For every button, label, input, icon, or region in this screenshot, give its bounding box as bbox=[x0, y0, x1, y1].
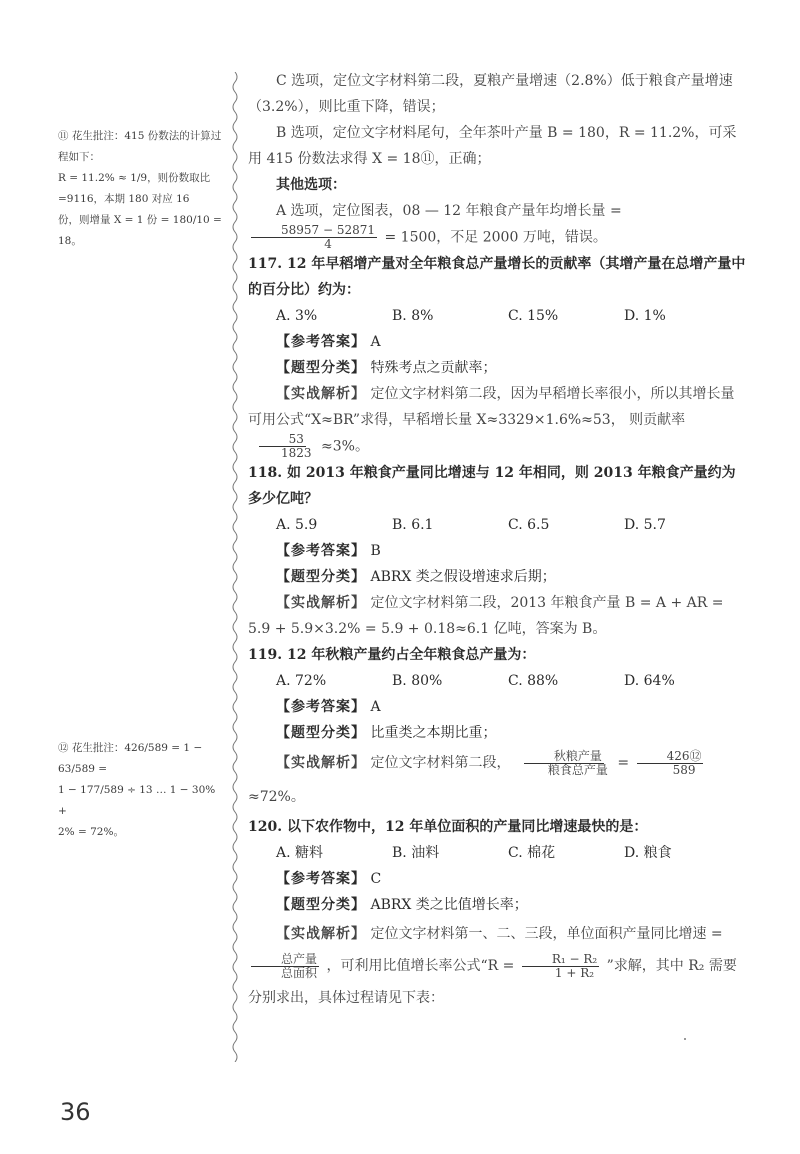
question-119-options bbox=[248, 668, 748, 694]
q117-type bbox=[248, 355, 748, 381]
q120-option-d: D. 粮食 bbox=[624, 845, 672, 861]
wavy-divider bbox=[231, 72, 239, 1062]
avg-growth-numerator: 58957 − 52871 bbox=[251, 224, 377, 238]
q120-answer-value: C bbox=[370, 871, 382, 887]
intro-a-option-pre: A 选项，定位图表，08 — 12 年粮食产量年均增长量 = bbox=[276, 203, 622, 219]
intro-b-option: B 选项，定位文字材料尾句，全年茶叶产量 B = 180，R = 11.2%，可采用 415 份数法求得 X = 18⑪，正确； bbox=[248, 125, 737, 167]
question-118-options bbox=[248, 512, 748, 538]
q120-answer bbox=[248, 866, 748, 892]
q119-analysis-pre: 定位文字材料第二段， bbox=[370, 755, 511, 771]
q117-analysis bbox=[248, 381, 748, 460]
margin-note-72 bbox=[58, 738, 226, 843]
q117-answer bbox=[248, 329, 748, 355]
contribution-numerator: 53 bbox=[259, 433, 306, 447]
q120-analysis-mid: ，可利用比值增长率公式“R = bbox=[326, 958, 515, 974]
q118-analysis bbox=[248, 590, 748, 642]
q119-option-b: B. 80% bbox=[392, 673, 443, 689]
q118-option-d: D. 5.7 bbox=[624, 517, 666, 533]
q118-option-a: A. 5.9 bbox=[276, 517, 318, 533]
ratio-growth-fraction bbox=[522, 953, 599, 980]
autumn-value-denominator: 589 bbox=[672, 762, 696, 777]
contribution-denominator: 1823 bbox=[281, 446, 312, 460]
q118-type-value: ABRX 类之假设增速求后期； bbox=[370, 569, 556, 585]
q119-type-value: 比重类之本期比重； bbox=[370, 725, 497, 741]
question-120-stem: 以下农作物中，12 年单位面积的产量同比增速最快的是： bbox=[286, 819, 648, 835]
q117-answer-value: A bbox=[370, 334, 381, 350]
q117-option-a: A. 3% bbox=[276, 308, 318, 324]
margin-note-415-line2: 份，则增量 X = 1 份 = 180/10 = 18。 bbox=[58, 214, 222, 247]
margin-notes bbox=[58, 126, 226, 838]
q119-option-c: C. 88% bbox=[508, 673, 559, 689]
autumn-value-fraction bbox=[637, 750, 704, 777]
q117-option-d: D. 1% bbox=[624, 308, 666, 324]
q119-answer-value: A bbox=[370, 699, 381, 715]
q118-option-b: B. 6.1 bbox=[392, 517, 434, 533]
speck bbox=[684, 1038, 686, 1040]
margin-note-415-title: ⑪ 花生批注：415 份数法的计算过程如下： bbox=[58, 130, 222, 163]
q117-option-b: B. 8% bbox=[392, 308, 434, 324]
autumn-share-denominator: 粮食总产量 bbox=[547, 762, 608, 777]
q120-type-tag: 【题型分类】 bbox=[276, 897, 366, 913]
question-117-options bbox=[248, 303, 748, 329]
q118-analysis-tag: 【实战解析】 bbox=[276, 595, 366, 611]
margin-note-415 bbox=[58, 126, 226, 252]
intro-a-option-post: = 1500，不足 2000 万吨，错误。 bbox=[384, 229, 607, 246]
q117-analysis-end-post: ≈3%。 bbox=[321, 438, 369, 455]
page-number: 36 bbox=[60, 1098, 91, 1126]
q118-analysis-text: 定位文字材料第二段，2013 年粮食产量 B = A + AR = 5.9 + 5.9×3.2% = 5.9 + 0.18≈6.1 亿吨，答案为 B。 bbox=[248, 595, 724, 637]
question-120 bbox=[248, 814, 748, 840]
q117-analysis-end-pre: 则贡献率 bbox=[629, 412, 686, 428]
q119-eq: = bbox=[617, 755, 630, 771]
other-options-title: 其他选项： bbox=[276, 177, 346, 193]
q119-analysis-tag: 【实战解析】 bbox=[276, 755, 366, 771]
q118-type-tag: 【题型分类】 bbox=[276, 569, 366, 585]
main-column bbox=[248, 68, 748, 1014]
q120-option-c: C. 棉花 bbox=[508, 845, 556, 861]
q119-answer bbox=[248, 694, 748, 720]
margin-note-415-line1: R = 11.2% ≈ 1/9，则份数取比=9116，本期 180 对应 16 bbox=[58, 172, 211, 205]
q120-analysis-tag: 【实战解析】 bbox=[276, 926, 366, 942]
avg-growth-denominator: 4 bbox=[324, 237, 332, 251]
margin-note-72-line1: 1 − 177/589 ÷ 13 … 1 − 30% + bbox=[58, 784, 216, 817]
q119-type bbox=[248, 720, 748, 746]
q120-analysis bbox=[248, 918, 748, 1014]
question-117-stem: 12 年早稻增产量对全年粮食总产量增长的贡献率（其增产量在总增产量中的百分比）约为： bbox=[248, 256, 746, 298]
q117-option-c: C. 15% bbox=[508, 308, 559, 324]
q120-type-value: ABRX 类之比值增长率； bbox=[370, 897, 528, 913]
q118-option-c: C. 6.5 bbox=[508, 517, 550, 533]
q120-answer-tag: 【参考答案】 bbox=[276, 871, 366, 887]
question-120-number: 120. bbox=[248, 819, 283, 835]
question-118 bbox=[248, 460, 748, 512]
q118-type bbox=[248, 564, 748, 590]
intro-c-option: C 选项，定位文字材料第二段，夏粮产量增速（2.8%）低于粮食产量增速（3.2%），则比重下降，错误； bbox=[248, 73, 733, 115]
per-area-numerator: 总产量 bbox=[251, 953, 319, 967]
q120-option-b: B. 油料 bbox=[392, 845, 440, 861]
q118-answer-tag: 【参考答案】 bbox=[276, 543, 366, 559]
autumn-value-numerator: 426⑫ bbox=[637, 750, 704, 764]
question-117 bbox=[248, 251, 748, 303]
avg-growth-fraction bbox=[251, 224, 377, 251]
q118-answer-value: B bbox=[370, 543, 381, 559]
q117-type-tag: 【题型分类】 bbox=[276, 360, 366, 376]
q120-analysis-pre: 定位文字材料第一、二、三段，单位面积产量同比增速 = bbox=[370, 926, 723, 942]
q117-type-value: 特殊考点之贡献率； bbox=[370, 360, 497, 376]
margin-note-72-title: ⑫ 花生批注：426/589 = 1 − 63/589 = bbox=[58, 742, 203, 775]
q119-analysis bbox=[248, 746, 748, 814]
q119-analysis-post: ≈72%。 bbox=[248, 789, 305, 805]
per-area-fraction bbox=[251, 953, 319, 980]
q120-analysis-post: ”求解，其中 R₂ 需要分别求出，具体过程请见下表： bbox=[248, 958, 737, 1006]
ratio-growth-denominator: 1 + R₂ bbox=[554, 965, 595, 980]
intro-a-option bbox=[248, 198, 748, 251]
q120-type bbox=[248, 892, 748, 918]
question-119-number: 119. bbox=[248, 647, 283, 663]
question-117-number: 117. bbox=[248, 256, 283, 272]
per-area-denominator: 总面积 bbox=[281, 965, 318, 980]
question-120-options bbox=[248, 840, 748, 866]
question-118-stem: 如 2013 年粮食产量同比增速与 12 年相同，则 2013 年粮食产量约为多少亿吨？ bbox=[248, 465, 736, 507]
q117-analysis-tag: 【实战解析】 bbox=[276, 386, 366, 402]
q118-answer bbox=[248, 538, 748, 564]
autumn-share-numerator: 秋粮产量 bbox=[524, 750, 604, 764]
q119-option-a: A. 72% bbox=[276, 673, 327, 689]
autumn-share-fraction bbox=[518, 750, 610, 777]
q117-analysis-text: 定位文字材料第二段，因为早稻增长率很小，所以其增长量可用公式“X≈BR”求得，早稻增长量 X≈3329×1.6%≈53， bbox=[248, 386, 735, 428]
q120-option-a: A. 糖料 bbox=[276, 845, 324, 861]
q117-answer-tag: 【参考答案】 bbox=[276, 334, 366, 350]
q119-option-d: D. 64% bbox=[624, 673, 675, 689]
q119-answer-tag: 【参考答案】 bbox=[276, 699, 366, 715]
ratio-growth-numerator: R₁ − R₂ bbox=[522, 953, 599, 967]
q119-type-tag: 【题型分类】 bbox=[276, 725, 366, 741]
question-119-stem: 12 年秋粮产量约占全年粮食总产量为： bbox=[286, 647, 536, 663]
margin-note-72-line2: 2% = 72%。 bbox=[58, 826, 124, 838]
question-119 bbox=[248, 642, 748, 668]
contribution-fraction bbox=[251, 433, 314, 460]
question-118-number: 118. bbox=[248, 465, 283, 481]
